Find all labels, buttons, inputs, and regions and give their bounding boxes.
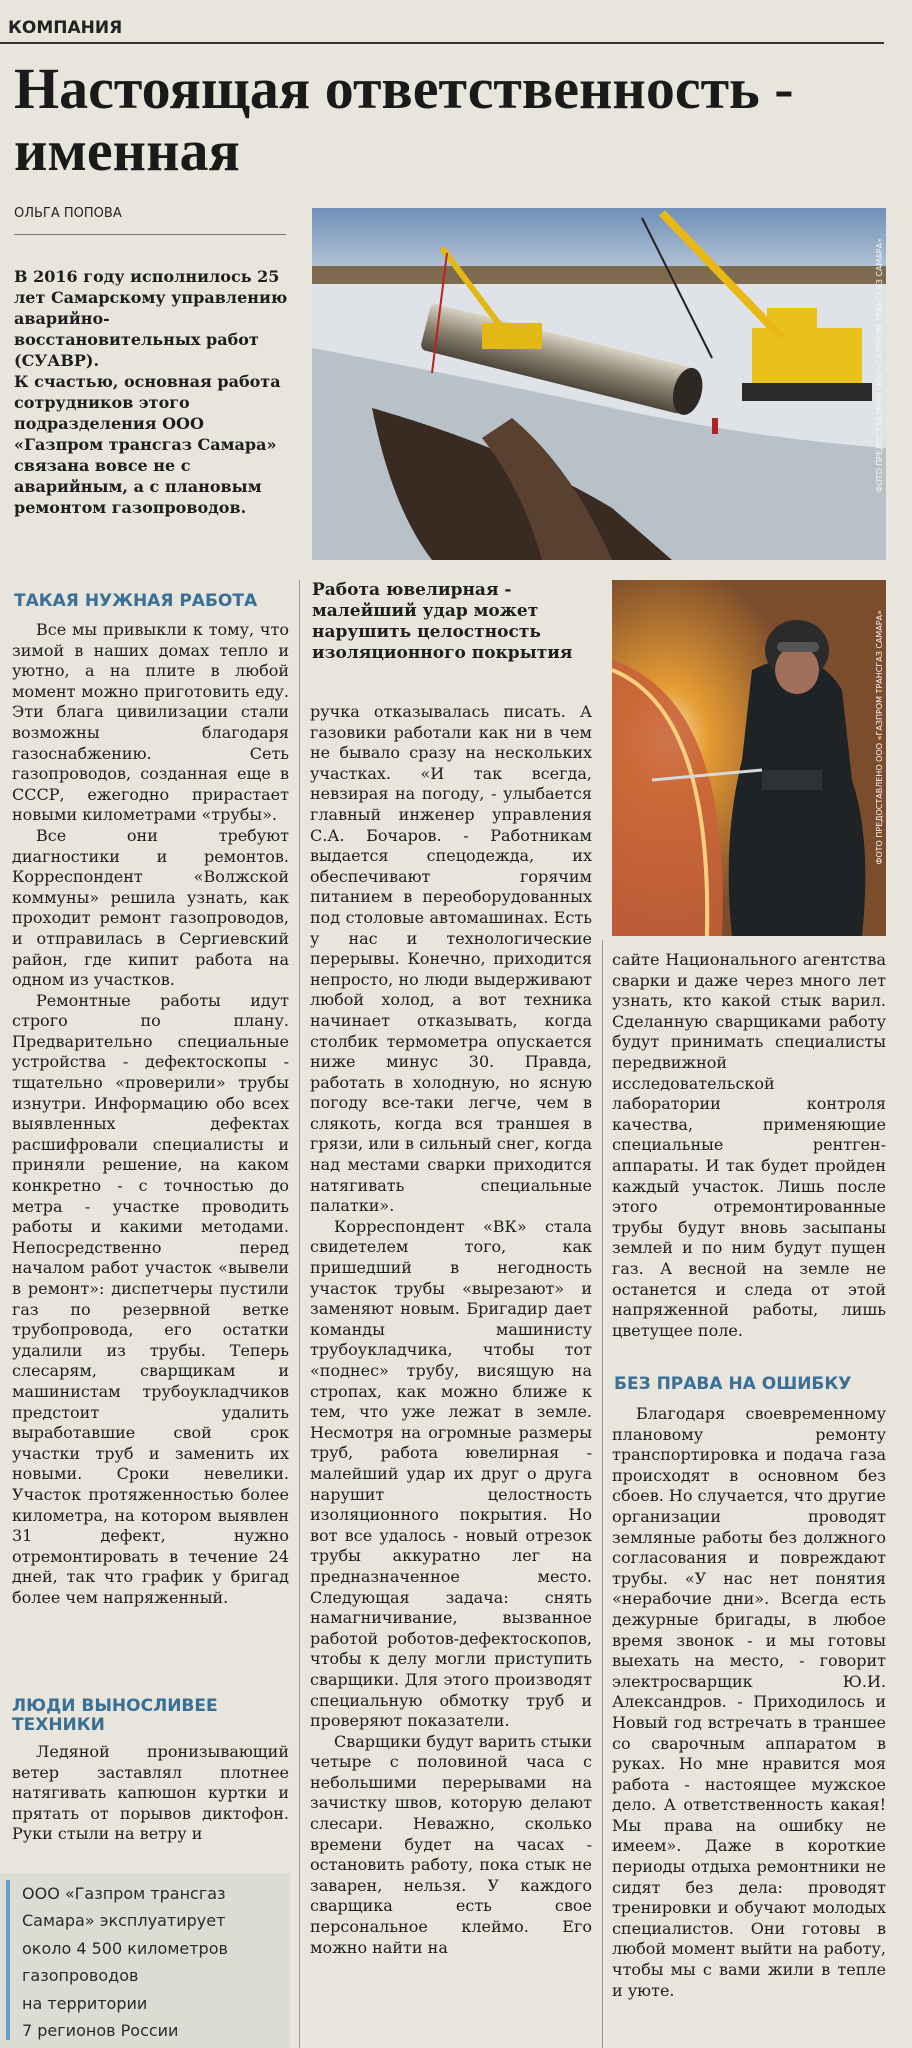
column-rule	[299, 580, 300, 2048]
lead-p2: К счастью, основная работа сотрудников этого подразделения ООО «Газпром трансгаз Самара» связана вовсе не с аварийным, а с плановым ремонтом газопроводов.	[14, 372, 281, 517]
paragraph: ручка отказывалась писать. А газовики работали как ни в чем не бывало сразу на нескольких участках. «И так всегда, невзирая на погоду, - улыбается главный инженер управления С.А. Бочаров. - Работникам выдается спецодежда, их обеспечивают горячим питанием в переоборудованных под столовые автомашинах. Есть у нас и технологические перерывы. Конечно, приходится непросто, но люди выдерживают любой холод, а вот техника начинает отказывать, когда столбик термометра опускается ниже минус 30. Правда, работать в холодную, но ясную погоду все-таки легче, чем в слякоть, когда вся траншея в грязи, или в сильный снег, когда над местами сварки приходится натягивать специальные палатки».	[310, 702, 592, 1216]
paragraph: Корреспондент «ВК» стала свидетелем того, как пришедший в негодность участок трубы «вырезают» и заменяют новым. Бригадир дает команды машинисту трубоукладчика, чтобы тот «поднес» трубу, висящую на стропах, как можно ближе к тем, что уже лежат в земле. Несмотря на огромные размеры труб, работа ювелирная - малейший удар их друг о друга нарушит целостность изоляционного покрытия. Но вот все удалось - новый отрезок трубы аккуратно лег на предназначенное место. Следующая задача: снять намагничивание, вызванное работой роботов-дефектоскопов, чтобы к делу могли приступить сварщики. Для этого производят специальную обмотку труб и проверяют показатели.	[310, 1216, 592, 1731]
pipeline-photo	[312, 208, 886, 560]
lead-paragraph	[14, 266, 289, 518]
subhead-needed-work: ТАКАЯ НУЖНАЯ РАБОТА	[14, 591, 258, 611]
fact-line: газопроводов	[22, 1966, 139, 1986]
byline-rule	[14, 234, 286, 235]
welder-photo-image	[612, 580, 886, 936]
fact-line: на территории	[22, 1993, 148, 2013]
section-label: КОМПАНИЯ	[8, 18, 123, 38]
fact-line: ООО «Газпром трансгаз	[22, 1884, 226, 1903]
lead-p1: В 2016 году исполнилось 25 лет Самарскому управлению аварийно-восстановительных работ (СУАВР).	[14, 267, 288, 370]
fact-line: 7 регионов России	[22, 2021, 179, 2041]
paragraph: Все мы привыкли к тому, что зимой в наших домах тепло и уютно, а на плите в любой момент можно приготовить еду. Эти блага цивилизации стали возможны благодаря газоснабжению. Сеть газопроводов, созданная еще в СССР, ежегодно прирастает новыми километрами «трубы».	[12, 620, 289, 825]
photo-caption: Работа ювелирная - малейший удар может нарушить целостность изоляционного покрытия	[312, 580, 573, 663]
column-2-text	[310, 702, 592, 1958]
photo-credit: ФОТО ПРЕДОСТАВЛЕНО ООО «ГАЗПРОМ ТРАНСГАЗ САМАРА»	[875, 238, 884, 493]
fact-line: около 4 500 километров	[22, 1938, 228, 1958]
fact-box-bar	[6, 1880, 10, 2040]
paragraph: Все они требуют диагностики и ремонтов. Корреспондент «Волжской коммуны» решила узнать, как проходит ремонт газопроводов, и отправилась в Сергиевский район, где кипит работа на одном из участков.	[12, 825, 289, 990]
welder-photo	[612, 580, 886, 936]
header-rule	[0, 42, 884, 44]
column-3-text-end	[612, 1404, 886, 2001]
paragraph: Ремонтные работы идут строго по плану. Предварительно специальные устройства - дефектоскопы - тщательно «проверили» трубы изнутри. Информацию обо всех выявленных дефектах расшифровали специалисты и приняли решение, на каком конкретно - с точностью до метра - участке проводить работы и какими методами. Непосредственно перед началом работ участок «вывели в ремонт»: диспетчеры пустили газ по резервной ветке трубопровода, его остатки удалили из трубы. Теперь слесарям, сварщикам и машинистам трубоукладчиков предстоит удалить выработавшие свой срок участки труб и заменить их новыми. Сроки невелики. Участок протяженностью более километра, на котором выявлен 31 дефект, нужно отремонтировать в течение 24 дней, так что график у бригад более чем напряженный.	[12, 990, 289, 1607]
paragraph: сайте Национального агентства сварки и даже через много лет узнать, кто какой стык варил. Сделанную сварщиками работу будут принимать специалисты передвижной исследовательской лаборатории контроля качества, применяющие специальные рентген-аппараты. И так будет пройден каждый участок. Лишь после этого отремонтированные трубы будут вновь засыпаны землей и по ним будут пущен газ. А весной на земле не останется и следа от этой напряженной работы, лишь цветущее поле.	[612, 950, 886, 1340]
fact-line: Самара» эксплуатирует	[22, 1911, 226, 1931]
pipeline-photo-image	[312, 208, 886, 560]
column-1-text	[12, 620, 289, 1609]
photo-credit: ФОТО ПРЕДОСТАВЛЕНО ООО «ГАЗПРОМ ТРАНСГАЗ САМАРА»	[875, 610, 884, 865]
headline: Настоящая ответственность - именная	[14, 56, 794, 183]
column-1-text-end	[12, 1742, 289, 1845]
paragraph: Сварщики будут варить стыки четыре с половиной часа с небольшими перерывами на зачистку швов, которую делают слесари. Неважно, сколько времени будет на часах - остановить работу, пока стык не заварен, нельзя. У каждого сварщика есть свое персональное клеймо. Его можно найти на	[310, 1731, 592, 1957]
column-3-text	[612, 950, 886, 1341]
subhead-no-right-to-err: БЕЗ ПРАВА НА ОШИБКУ	[614, 1374, 852, 1394]
fact-box-text	[22, 1880, 282, 2044]
column-rule	[602, 940, 603, 2048]
paragraph: Ледяной пронизывающий ветер заставлял плотнее натягивать капюшон куртки и прятать от порывов диктофон. Руки стыли на ветру и	[12, 1742, 289, 1844]
subhead-people-tougher: ЛЮДИ ВЫНОСЛИВЕЕ ТЕХНИКИ	[12, 1696, 218, 1735]
author-byline: ОЛЬГА ПОПОВА	[14, 206, 122, 221]
paragraph: Благодаря своевременному плановому ремонту транспортировка и подача газа происходят в основном без сбоев. Но случается, что другие организации проводят земляные работы без должного согласования и повреждают трубы. «У нас нет понятия «нерабочие дни». Всегда есть дежурные бригады, в любое время звонок - и мы готовы выехать на место, - говорит электросварщик Ю.И. Александров. - Приходилось и Новый год встречать в траншее со сварочным аппаратом в руках. Но мне нравится моя работа - настоящее мужское дело. А ответственность какая! Мы права на ошибку не имеем». Даже в короткие периоды отдыха ремонтники не сидят без дела: проводят тренировки и обучают молодых специалистов. Они готовы в любой момент выйти на работу, чтобы мы с вами жили в тепле и уюте.	[612, 1404, 886, 2000]
